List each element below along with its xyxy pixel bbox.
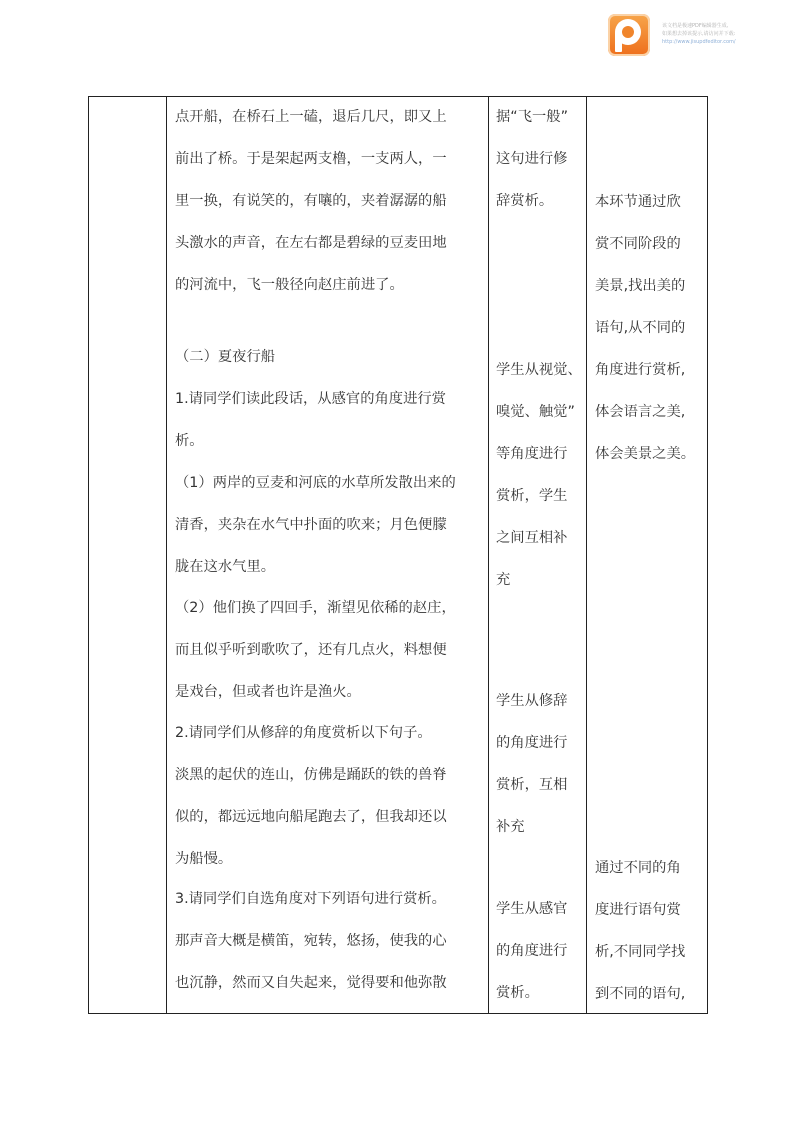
text-line: 前出了桥。于是架起两支橹，一支两人，一 bbox=[175, 151, 447, 167]
text-line: 也沉静，然而又自失起来，觉得要和他弥散 bbox=[175, 975, 447, 991]
text-line: （2）他们换了四回手，渐望见依稀的赵庄， bbox=[175, 600, 456, 616]
paragraph-boat-departure bbox=[175, 96, 447, 306]
watermark-line-2: 如果想去掉该提示,请访问并下载: bbox=[662, 31, 736, 37]
question-3 bbox=[175, 878, 447, 1004]
text-line: 似的，都远远地向船尾跑去了，但我却还以 bbox=[175, 809, 447, 825]
text-line: 学生从修辞 bbox=[496, 693, 568, 709]
pdf-editor-logo-icon bbox=[608, 14, 650, 56]
text-line: 而且似乎听到歌吹了，还有几点火，料想便 bbox=[175, 642, 447, 658]
text-line: 赏析，互相 bbox=[496, 777, 568, 793]
student-activity-4 bbox=[496, 888, 567, 1014]
column-divider bbox=[488, 97, 489, 1013]
text-line: 点开船，在桥石上一磕，退后几尺，即又上 bbox=[175, 109, 447, 125]
text-line: 赏析。 bbox=[496, 985, 539, 1001]
student-activity-2 bbox=[496, 349, 582, 601]
student-activity-1 bbox=[496, 96, 568, 222]
text-line: 那声音大概是横笛，宛转，悠扬，使我的心 bbox=[175, 933, 447, 949]
column-divider bbox=[166, 97, 167, 1013]
text-line: 语句,从不同的 bbox=[595, 320, 686, 336]
text-line: 赏不同阶段的 bbox=[595, 236, 681, 252]
text-line: 1.请同学们读此段话，从感官的角度进行赏 bbox=[175, 391, 446, 407]
question-1-sentence-1 bbox=[175, 462, 456, 588]
text-line: 体会语言之美, bbox=[595, 404, 686, 420]
text-line: 嗅觉、触觉” bbox=[496, 404, 575, 420]
lesson-plan-table bbox=[88, 96, 708, 1014]
watermark-line-1: 该文档是极速PDF编辑器生成, bbox=[662, 23, 729, 29]
student-activity-3 bbox=[496, 680, 567, 848]
text-line: 的角度进行 bbox=[496, 943, 568, 959]
text-line: 美景,找出美的 bbox=[595, 278, 686, 294]
text-line: 赏析，学生 bbox=[496, 488, 568, 504]
section-title bbox=[175, 336, 275, 378]
text-line: 3.请同学们自选角度对下列语句进行赏析。 bbox=[175, 891, 446, 907]
text-line: 淡黑的起伏的连山，仿佛是踊跃的铁的兽脊 bbox=[175, 767, 447, 783]
text-line: 这句进行修 bbox=[496, 151, 568, 167]
text-line: 头激水的声音，在左右都是碧绿的豆麦田地 bbox=[175, 235, 447, 251]
text-line: 度进行语句赏 bbox=[595, 902, 681, 918]
text-line: 辞赏析。 bbox=[496, 193, 554, 209]
design-intent-1 bbox=[595, 181, 695, 475]
text-line: 析。 bbox=[175, 433, 204, 449]
text-line: 据“飞一般” bbox=[496, 109, 569, 125]
text-line: 2.请同学们从修辞的角度赏析以下句子。 bbox=[175, 725, 432, 741]
watermark-notice bbox=[662, 22, 794, 46]
text-line: 的河流中，飞一般径向赵庄前进了。 bbox=[175, 277, 404, 293]
question-2 bbox=[175, 712, 447, 880]
text-line: 本环节通过欣 bbox=[595, 194, 681, 210]
text-line: 通过不同的角 bbox=[595, 860, 681, 876]
design-intent-2 bbox=[595, 847, 685, 1015]
column-divider bbox=[586, 97, 587, 1013]
text-line: （二）夏夜行船 bbox=[175, 349, 276, 365]
text-line: 学生从感官 bbox=[496, 901, 568, 917]
text-line: 学生从视觉、 bbox=[496, 362, 582, 378]
text-line: 角度进行赏析, bbox=[595, 362, 686, 378]
text-line: 体会美景之美。 bbox=[595, 446, 696, 462]
text-line: 之间互相补 bbox=[496, 530, 568, 546]
text-line: 补充 bbox=[496, 819, 525, 835]
text-line: 里一换，有说笑的，有嚷的，夹着潺潺的船 bbox=[175, 193, 447, 209]
text-line: 充 bbox=[496, 572, 511, 588]
question-1 bbox=[175, 378, 446, 462]
text-line: 等角度进行 bbox=[496, 446, 568, 462]
text-line: 的角度进行 bbox=[496, 735, 568, 751]
text-line: 析,不同同学找 bbox=[595, 944, 686, 960]
text-line: 胧在这水气里。 bbox=[175, 559, 276, 575]
text-line: 到不同的语句, bbox=[595, 986, 686, 1002]
text-line: （1）两岸的豆麦和河底的水草所发散出来的 bbox=[175, 475, 456, 491]
text-line: 是戏台，但或者也许是渔火。 bbox=[175, 684, 361, 700]
watermark-url[interactable]: http://www.jisupdfeditor.com/ bbox=[662, 39, 736, 45]
text-line: 为船慢。 bbox=[175, 851, 233, 867]
question-1-sentence-2 bbox=[175, 587, 456, 713]
text-line: 清香，夹杂在水气中扑面的吹来；月色便朦 bbox=[175, 517, 447, 533]
